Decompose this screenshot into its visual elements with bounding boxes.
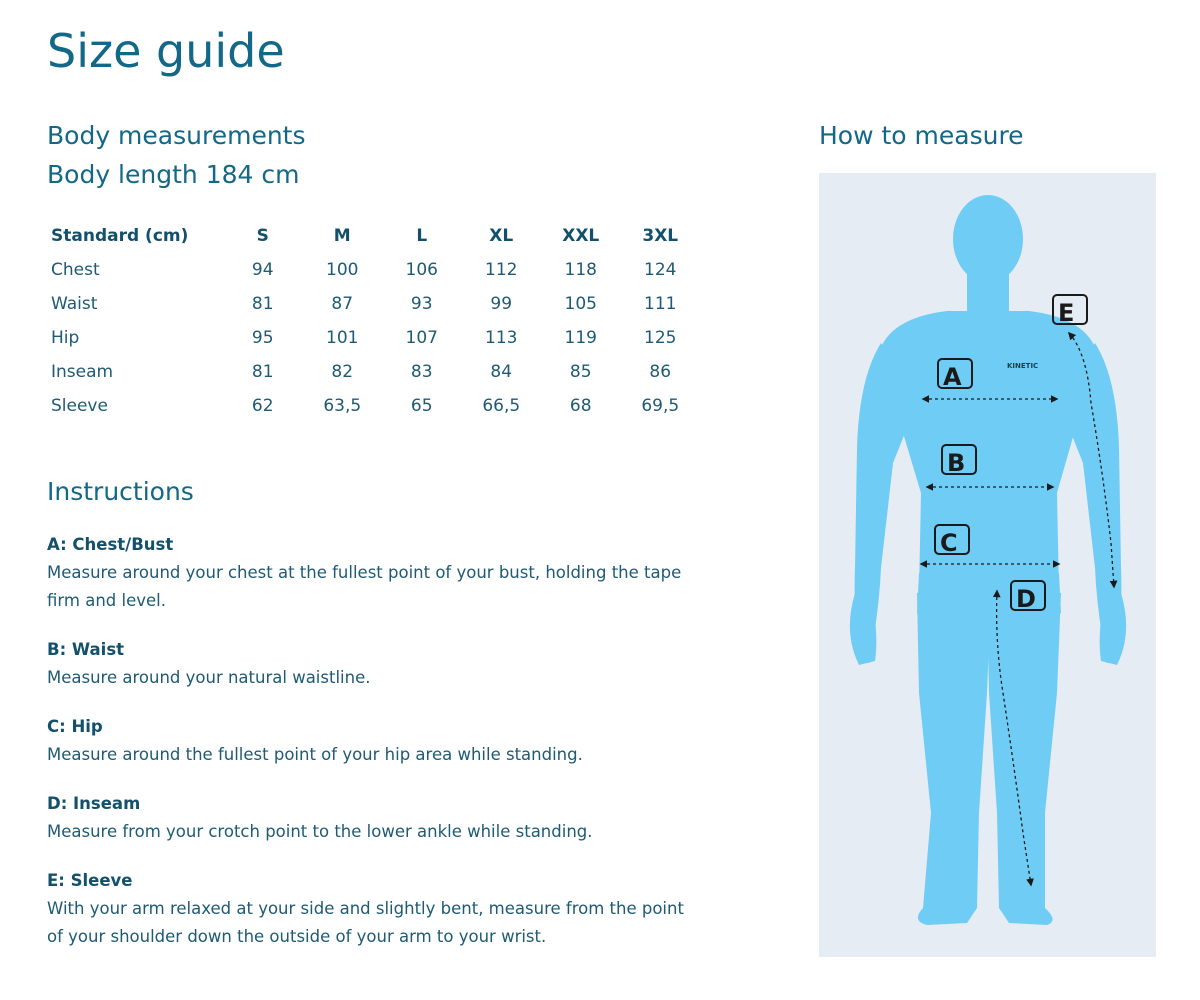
row-label: Waist — [51, 294, 98, 314]
marker-a-label: A — [943, 363, 962, 391]
shirt-logo: KINETIC — [1007, 362, 1039, 370]
instruction-inseam — [47, 790, 687, 846]
table-cell: 63,5 — [323, 396, 362, 416]
instruction-title: B: Waist — [47, 640, 125, 659]
body-silhouette — [850, 195, 1126, 925]
table-cell: 85 — [569, 362, 592, 382]
instruction-waist — [47, 636, 687, 692]
instruction-text: Measure around your chest at the fullest point of your bust, holding the tape firm and level. — [47, 563, 682, 610]
table-cell: 106 — [405, 260, 438, 280]
table-cell: 69,5 — [641, 396, 680, 416]
table-cell: 83 — [410, 362, 433, 382]
row-label: Hip — [51, 328, 80, 348]
table-cell: 81 — [251, 362, 274, 382]
marker-e-label: E — [1058, 299, 1075, 327]
row-label: Sleeve — [51, 396, 108, 416]
table-cell: 125 — [644, 328, 677, 348]
table-cell: 105 — [564, 294, 597, 314]
table-cell: 84 — [490, 362, 513, 382]
instruction-title: A: Chest/Bust — [47, 535, 174, 554]
table-cell: 101 — [326, 328, 359, 348]
size-table-header-row — [47, 219, 700, 253]
size-header-3xl: 3XL — [642, 226, 679, 246]
table-cell: 81 — [251, 294, 274, 314]
instruction-title: E: Sleeve — [47, 871, 133, 890]
how-to-measure-heading: How to measure — [819, 121, 1024, 150]
body-figure-svg — [819, 173, 1156, 957]
instruction-hip — [47, 713, 687, 769]
size-header-s: S — [256, 226, 269, 246]
body-length-text: Body length 184 cm — [47, 160, 300, 189]
size-table-header-label: Standard (cm) — [51, 226, 189, 246]
table-cell: 87 — [331, 294, 354, 314]
table-cell: 119 — [564, 328, 597, 348]
table-cell: 86 — [649, 362, 672, 382]
table-cell: 68 — [569, 396, 592, 416]
instruction-text: Measure around your natural waistline. — [47, 668, 371, 687]
table-row — [47, 389, 700, 423]
marker-c-label: C — [940, 529, 958, 557]
marker-d-label: D — [1016, 585, 1036, 613]
size-header-l: L — [416, 226, 428, 246]
page-title: Size guide — [47, 24, 285, 78]
table-cell: 66,5 — [482, 396, 521, 416]
instruction-chest — [47, 531, 687, 615]
table-cell: 111 — [644, 294, 677, 314]
table-cell: 100 — [326, 260, 359, 280]
size-header-m: M — [333, 226, 351, 246]
marker-b-label: B — [947, 449, 966, 477]
size-table — [47, 219, 700, 423]
table-row — [47, 253, 700, 287]
table-row — [47, 355, 700, 389]
body-figure-panel — [819, 173, 1156, 957]
instruction-text: Measure around the fullest point of your hip area while standing. — [47, 745, 583, 764]
row-label: Inseam — [51, 362, 114, 382]
instruction-sleeve — [47, 867, 687, 951]
table-row — [47, 287, 700, 321]
size-header-xl: XL — [489, 226, 514, 246]
table-cell: 118 — [564, 260, 597, 280]
table-cell: 65 — [410, 396, 433, 416]
table-cell: 113 — [485, 328, 518, 348]
instruction-text: With your arm relaxed at your side and slightly bent, measure from the point of your shoulder down the outside of your arm to your wrist. — [47, 899, 684, 946]
body-measurements-heading: Body measurements — [47, 121, 306, 150]
table-cell: 99 — [490, 294, 513, 314]
table-cell: 62 — [251, 396, 274, 416]
table-cell: 124 — [644, 260, 677, 280]
row-label: Chest — [51, 260, 100, 280]
table-cell: 107 — [405, 328, 438, 348]
instruction-title: D: Inseam — [47, 794, 141, 813]
table-cell: 93 — [410, 294, 433, 314]
table-cell: 95 — [251, 328, 274, 348]
table-cell: 94 — [251, 260, 274, 280]
instruction-text: Measure from your crotch point to the lower ankle while standing. — [47, 822, 593, 841]
table-cell: 82 — [331, 362, 354, 382]
table-row — [47, 321, 700, 355]
table-cell: 112 — [485, 260, 518, 280]
instructions-heading: Instructions — [47, 477, 194, 506]
size-header-xxl: XXL — [562, 226, 600, 246]
instruction-title: C: Hip — [47, 717, 103, 736]
